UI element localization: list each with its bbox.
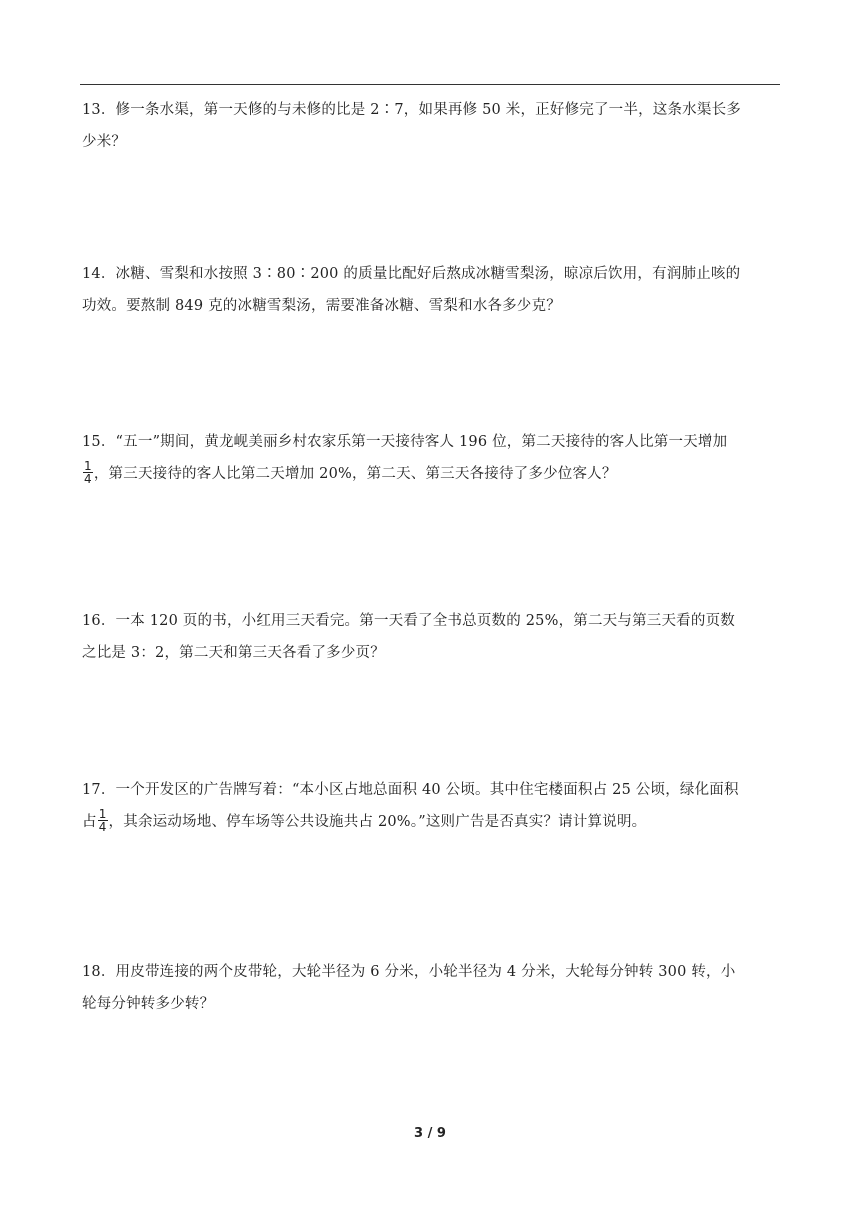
question-16-line-1: 16．一本 120 页的书，小红用三天看完。第一天看了全书总页数的 25%，第二天与第三天看的页数 bbox=[82, 613, 735, 629]
question-14-line-1: 14．冰糖、雪梨和水按照 3∶80∶200 的质量比配好后熬成冰糖雪梨汤，晾凉后饮用，有润肺止咳的 bbox=[82, 266, 741, 282]
question-13 bbox=[82, 94, 782, 158]
question-15-line-2 bbox=[82, 458, 782, 490]
fraction-one-quarter bbox=[83, 460, 93, 485]
question-14 bbox=[82, 258, 782, 322]
fraction-denominator: 4 bbox=[98, 819, 107, 834]
question-17-line-2 bbox=[82, 806, 782, 838]
question-17 bbox=[82, 774, 782, 838]
question-16-line-2: 之比是 3：2，第二天和第三天各看了多少页？ bbox=[82, 645, 385, 661]
header-rule bbox=[80, 84, 780, 85]
fraction-numerator: 1 bbox=[98, 806, 107, 821]
question-18 bbox=[82, 956, 782, 1020]
fraction-denominator: 4 bbox=[84, 471, 92, 486]
question-13-line-2: 少米？ bbox=[82, 134, 127, 150]
question-13-line-1: 13．修一条水渠，第一天修的与未修的比是 2∶7，如果再修 50 米，正好修完了一半，这条水渠长多 bbox=[82, 102, 741, 118]
question-18-line-1: 18．用皮带连接的两个皮带轮，大轮半径为 6 分米，小轮半径为 4 分米，大轮每分钟转 300 转，小 bbox=[82, 964, 736, 980]
fraction-numerator: 1 bbox=[84, 458, 92, 473]
question-17-line-2-text: ，其余运动场地、停车场等公共设施共占 20%。”这则广告是否真实？请计算说明。 bbox=[108, 814, 647, 830]
question-15-line-2-text: ，第三天接待的客人比第二天增加 20%，第二天、第三天各接待了多少位客人？ bbox=[93, 466, 617, 482]
question-15 bbox=[82, 426, 782, 490]
fraction-one-quarter bbox=[98, 808, 108, 833]
question-18-line-2: 轮每分钟转多少转？ bbox=[82, 996, 215, 1012]
question-14-line-2: 功效。要熬制 849 克的冰糖雪梨汤，需要准备冰糖、雪梨和水各多少克？ bbox=[82, 298, 561, 314]
question-15-line-1: 15．“五一”期间，黄龙岘美丽乡村农家乐第一天接待客人 196 位，第二天接待的客人比第一天增加 bbox=[82, 434, 728, 450]
question-17-line-2-prefix: 占 bbox=[82, 814, 97, 830]
question-16 bbox=[82, 605, 782, 669]
question-17-line-1: 17．一个开发区的广告牌写着：“本小区占地总面积 40 公顷。其中住宅楼面积占 25 公顷，绿化面积 bbox=[82, 782, 739, 798]
page-number: 3 / 9 bbox=[414, 1126, 446, 1141]
